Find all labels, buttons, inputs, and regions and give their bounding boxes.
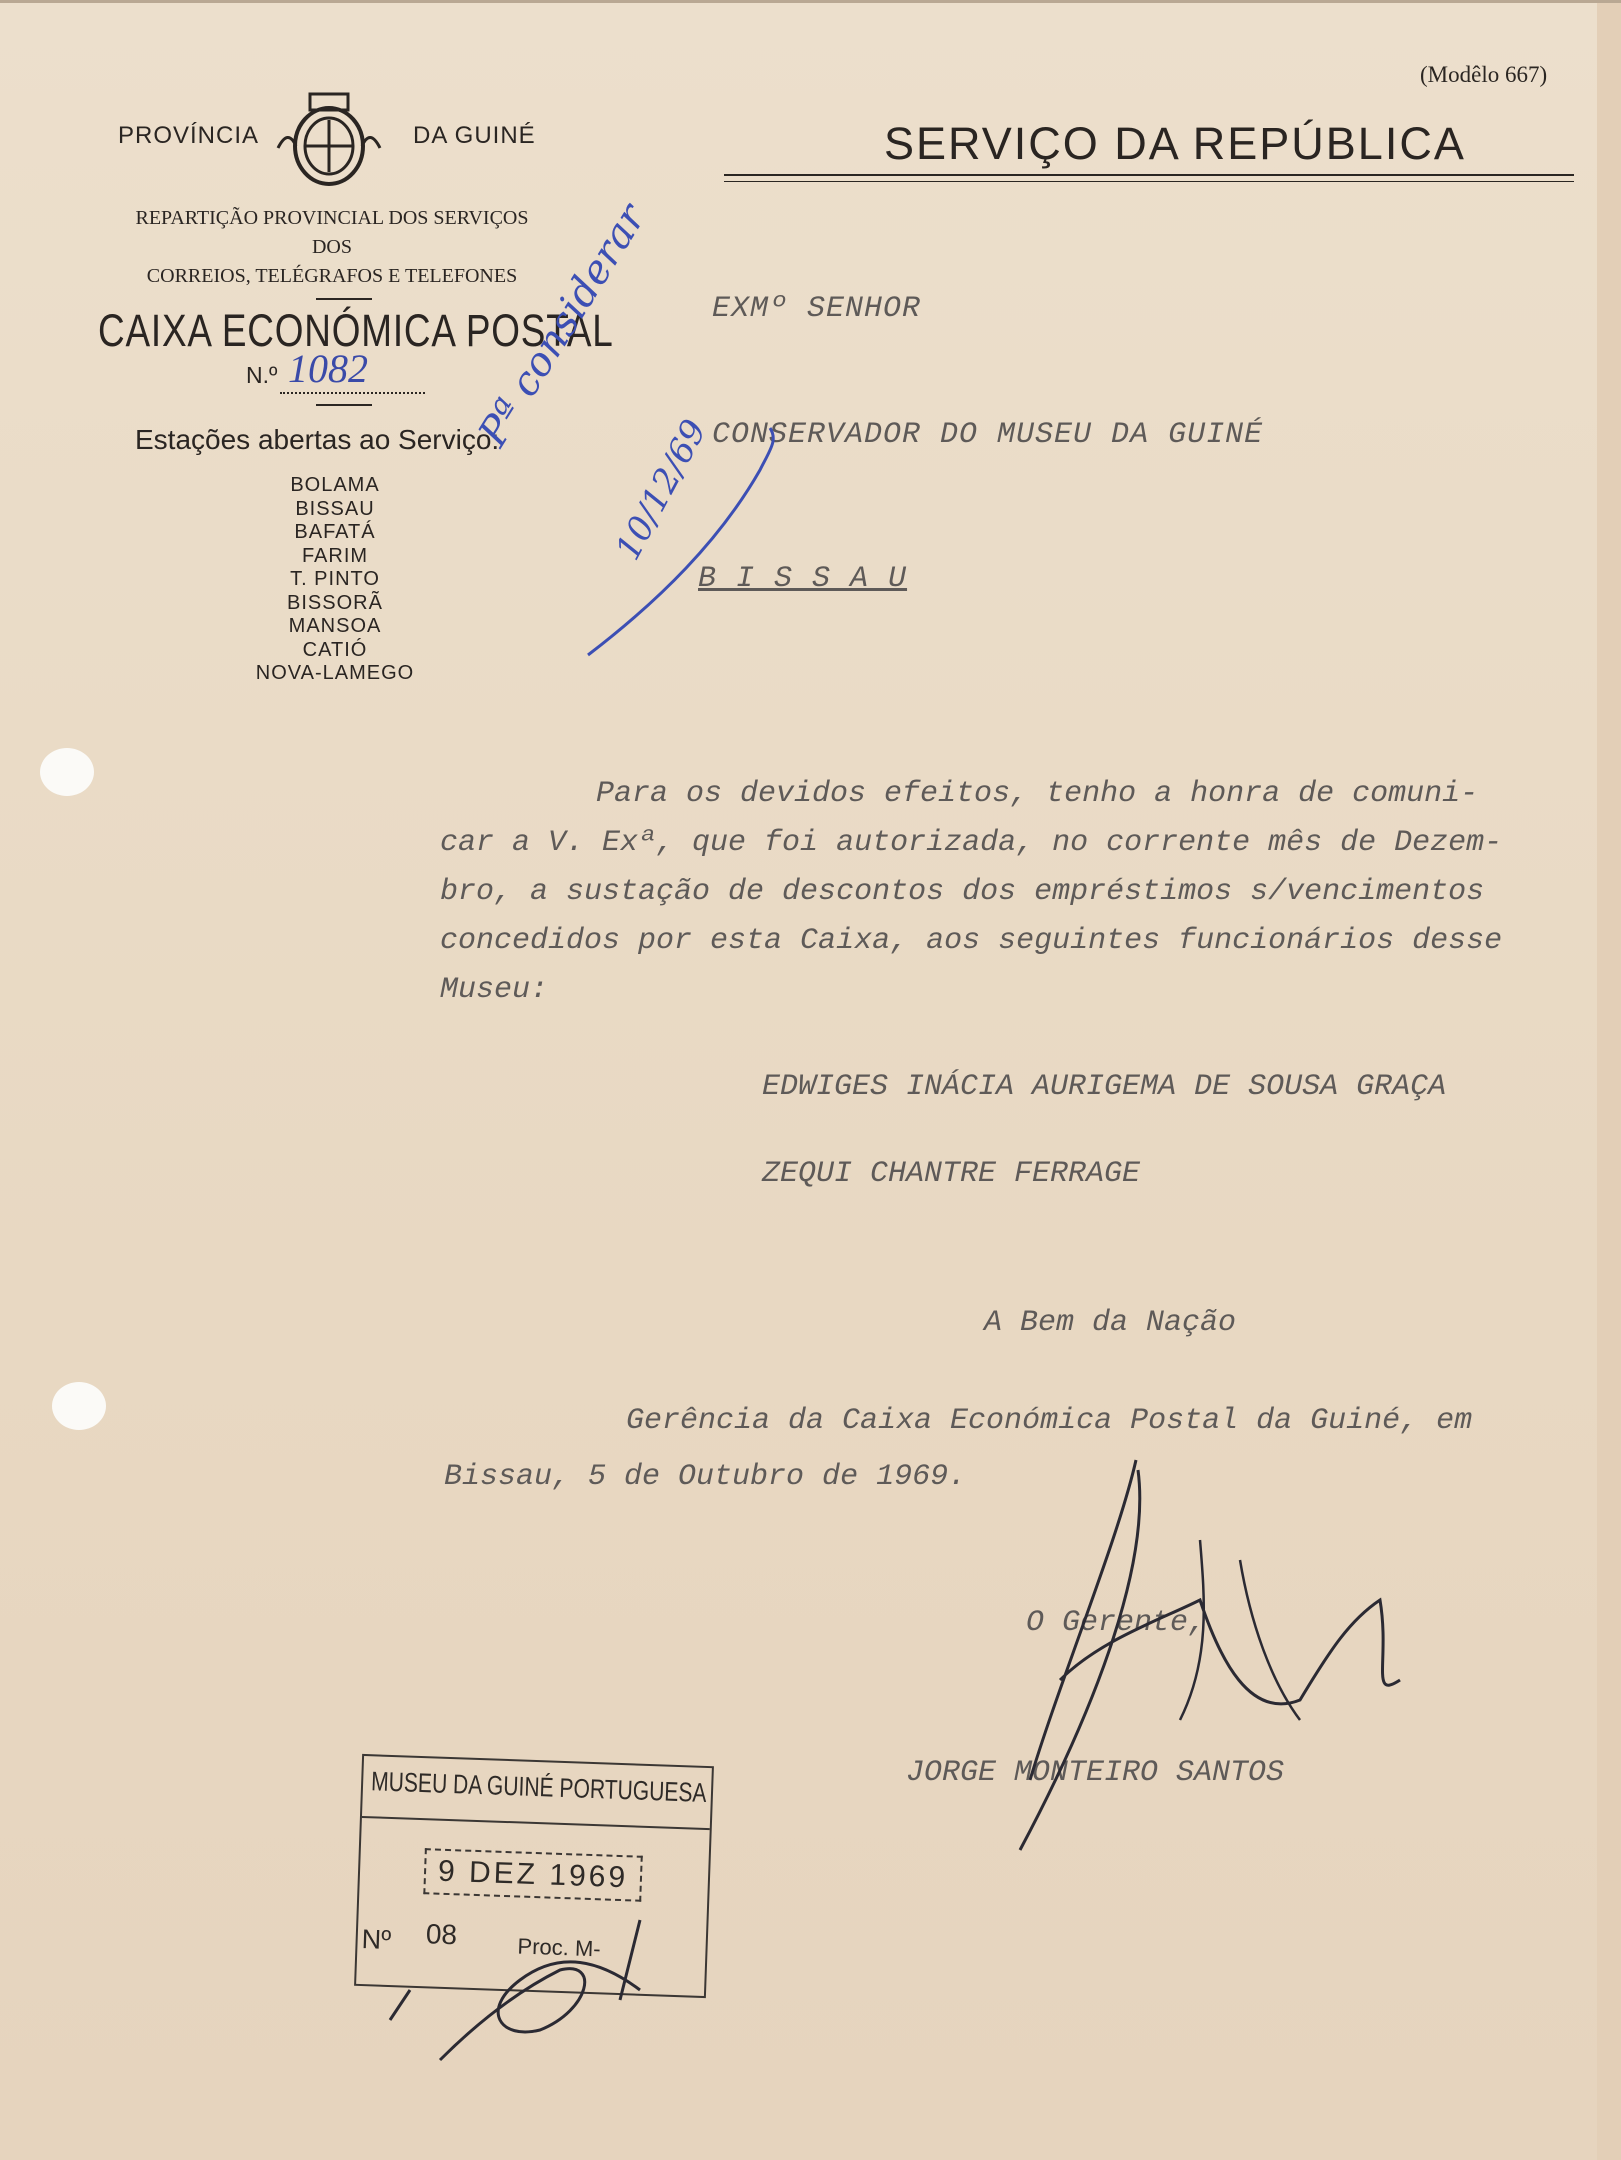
stamp-divider <box>362 1816 710 1830</box>
station-item: NOVA-LAMEGO <box>255 662 415 684</box>
station-item: BISSORÃ <box>287 591 383 614</box>
stamp-date: 9 DEZ 1969 <box>423 1848 643 1902</box>
number-label: N.º <box>246 362 278 388</box>
service-title: SERVIÇO DA REPÚBLICA <box>884 118 1466 169</box>
museum-stamp <box>354 1754 714 1998</box>
stamp-number: 08 <box>425 1918 458 1951</box>
signer-name: JORGE MONTEIRO SANTOS <box>906 1756 1285 1790</box>
punch-hole-bottom <box>52 1382 106 1430</box>
divider <box>316 298 372 300</box>
title-rule-thin <box>724 181 1574 182</box>
station-item: BAFATÁ <box>294 521 376 543</box>
stations-label: Estações abertas ao Serviço: <box>135 424 500 455</box>
province-label-right: DA GUINÉ <box>413 122 536 149</box>
divider <box>316 404 372 406</box>
department-line-3: CORREIOS, TELÉGRAFOS E TELEFONES <box>146 265 518 287</box>
stations-list <box>210 474 460 686</box>
address-city: B I S S A U <box>698 562 908 596</box>
stamp-number-label: Nº <box>361 1924 392 1956</box>
body-line: Para os devidos efeitos, tenho a honra de comuni- <box>596 777 1479 811</box>
handwritten-annotation: Pª considerar <box>470 196 656 455</box>
body-line: car a V. Exª, que foi autorizada, no corrente mês de Dezem- <box>440 826 1503 860</box>
punch-hole-top <box>40 748 94 796</box>
station-item: CATIÓ <box>302 638 368 661</box>
address-salutation: EXMº SENHOR <box>712 292 922 326</box>
station-item: BOLAMA <box>290 474 380 496</box>
handwritten-annotation-date: 10/12/69 <box>608 413 716 567</box>
body-line: Museu: <box>440 973 549 1007</box>
place-line-1: Gerência da Caixa Económica Postal da Guiné, em <box>626 1404 1473 1438</box>
page-top-edge <box>0 0 1621 3</box>
province-label-left: PROVÍNCIA <box>118 122 260 149</box>
title-rule <box>724 174 1574 176</box>
signer-role: O Gerente, <box>1026 1606 1207 1640</box>
letter-body <box>440 770 1620 1015</box>
body-line: concedidos por esta Caixa, aos seguintes funcionários desse <box>440 924 1503 958</box>
model-number: (Modêlo 667) <box>1420 62 1548 87</box>
station-item: BISSAU <box>295 497 375 520</box>
number-underline <box>280 392 425 394</box>
body-line: bro, a sustação de descontos dos empréstimos s/vencimentos <box>440 875 1485 909</box>
stamp-title: MUSEU DA GUINÉ PORTUGUESA <box>370 1766 707 1808</box>
employee-name: EDWIGES INÁCIA AURIGEMA DE SOUSA GRAÇA <box>762 1070 1447 1104</box>
department-line-2: DOS <box>311 236 352 258</box>
station-item: MANSOA <box>288 615 382 637</box>
caixa-title: CAIXA ECONÓMICA POSTAL <box>98 305 614 356</box>
station-item: T. PINTO <box>290 568 380 590</box>
department-line-1: REPARTIÇÃO PROVINCIAL DOS SERVIÇOS <box>135 207 529 229</box>
station-item: FARIM <box>301 544 369 567</box>
closing-phrase: A Bem da Nação <box>984 1306 1237 1340</box>
stamp-process: Proc. M- <box>517 1933 602 1962</box>
number-handwritten: 1082 <box>288 346 368 391</box>
place-line-2: Bissau, 5 de Outubro de 1969. <box>444 1460 967 1494</box>
address-recipient: CONSERVADOR DO MUSEU DA GUINÉ <box>712 418 1264 452</box>
coat-of-arms-icon <box>270 88 388 188</box>
employee-name: ZEQUI CHANTRE FERRAGE <box>762 1157 1141 1191</box>
